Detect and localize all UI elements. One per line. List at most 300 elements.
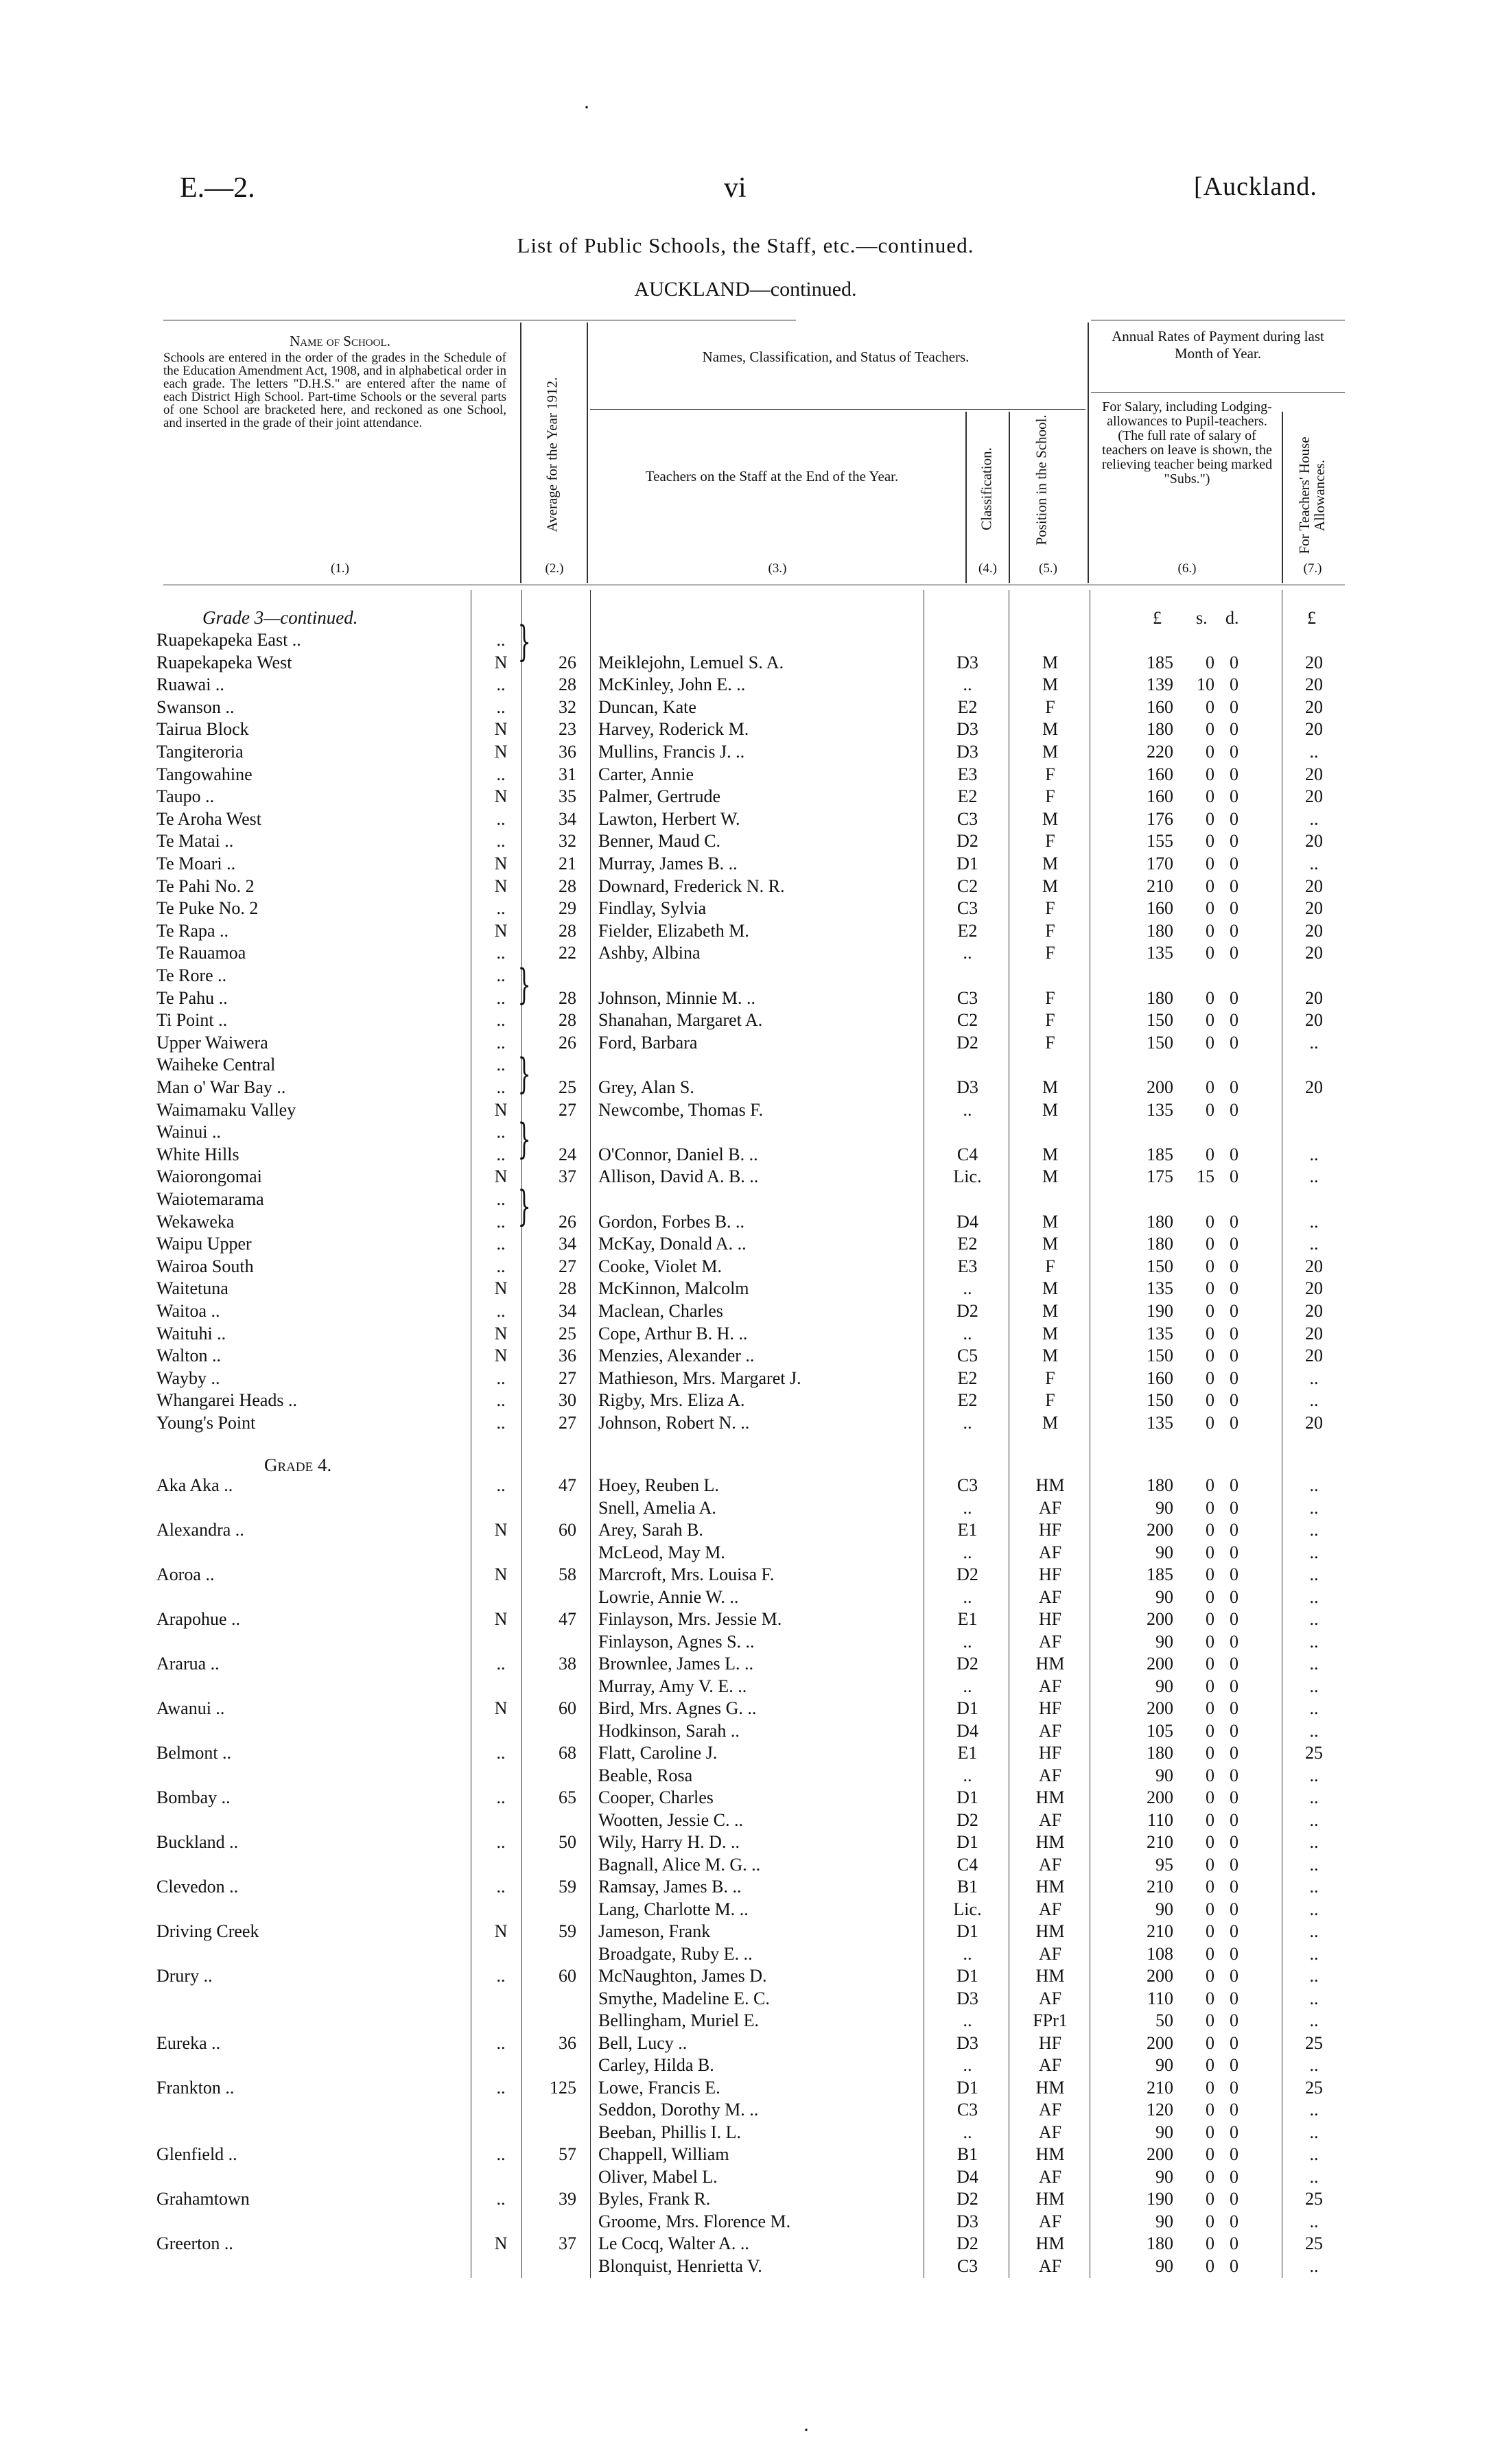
salary-pounds: 185 xyxy=(1147,1564,1173,1584)
page-subtitle: AUCKLAND—continued. xyxy=(634,278,857,301)
teacher-name: McNaughton, James D. xyxy=(598,1966,767,1986)
house-allowance: 20 xyxy=(1305,987,1323,1008)
salary-pounds: 170 xyxy=(1147,854,1173,873)
school-name: Bombay .. xyxy=(156,1787,231,1807)
average-attendance: 68 xyxy=(559,1743,576,1763)
average-attendance: 26 xyxy=(559,1211,576,1232)
salary-pounds: 200 xyxy=(1147,1609,1173,1629)
average-attendance: 27 xyxy=(559,1368,576,1388)
classification: D2 xyxy=(956,2233,978,2253)
school-name: Te Pahu .. xyxy=(156,987,228,1008)
salary-pence: 0 xyxy=(1230,786,1238,807)
dhs-flag: .. xyxy=(496,1189,506,1209)
classification: D1 xyxy=(956,1832,978,1852)
salary-shillings: 0 xyxy=(1206,2144,1214,2164)
classification: C2 xyxy=(956,1010,978,1031)
salary-pounds: 90 xyxy=(1155,2055,1173,2075)
salary-pence: 0 xyxy=(1230,1943,1238,1964)
house-allowance: .. xyxy=(1309,2211,1319,2231)
house-allowance: .. xyxy=(1309,1787,1319,1807)
position: M xyxy=(1042,854,1059,873)
teacher-name: Carter, Annie xyxy=(598,764,694,784)
teacher-name: Finlayson, Agnes S. .. xyxy=(598,1631,755,1652)
salary-pounds: 200 xyxy=(1147,1698,1173,1718)
salary-shillings: 0 xyxy=(1206,1542,1214,1562)
salary-shillings: 0 xyxy=(1206,1413,1214,1433)
house-allowance: .. xyxy=(1309,1497,1319,1518)
col-3-number: (3.) xyxy=(768,561,787,576)
salary-shillings: 0 xyxy=(1206,1077,1214,1097)
school-name: Ararua .. xyxy=(156,1654,220,1674)
salary-pence: 0 xyxy=(1230,1765,1238,1785)
teacher-name: Rigby, Mrs. Eliza A. xyxy=(598,1390,745,1411)
classification: D3 xyxy=(956,2032,978,2053)
teacher-name: Maclean, Charles xyxy=(598,1301,723,1321)
classification: D2 xyxy=(956,831,978,852)
classification: .. xyxy=(963,943,972,963)
teacher-name: Beable, Rosa xyxy=(598,1765,693,1785)
classification: .. xyxy=(963,1542,972,1562)
salary-pounds: 210 xyxy=(1147,2077,1173,2098)
school-name: Wekaweka xyxy=(156,1211,235,1232)
salary-shillings: 0 xyxy=(1206,1899,1214,1919)
dhs-flag: N xyxy=(494,1278,508,1299)
classification: D1 xyxy=(956,1966,978,1986)
average-attendance: 27 xyxy=(559,1413,576,1433)
salary-pence: 0 xyxy=(1230,1676,1238,1696)
teacher-name: Meiklejohn, Lemuel S. A. xyxy=(598,652,784,672)
salary-shillings: 0 xyxy=(1206,1809,1214,1830)
house-allowance: .. xyxy=(1309,1234,1319,1254)
dhs-flag: .. xyxy=(496,1475,506,1495)
teacher-name: Cooke, Violet M. xyxy=(598,1256,722,1276)
classification: D2 xyxy=(956,1032,978,1053)
teacher-name: Murray, Amy V. E. .. xyxy=(598,1676,747,1696)
average-attendance: 28 xyxy=(559,876,576,896)
position: AF xyxy=(1038,1899,1062,1919)
salary-pence: 0 xyxy=(1230,920,1238,941)
salary-pence: 0 xyxy=(1230,719,1238,740)
classification: D4 xyxy=(956,1720,978,1741)
dhs-flag: N xyxy=(494,920,508,941)
classification: D3 xyxy=(956,2211,978,2231)
teacher-name: Bagnall, Alice M. G. .. xyxy=(598,1854,761,1875)
average-attendance: 26 xyxy=(559,652,576,672)
teacher-name: Carley, Hilda B. xyxy=(598,2055,714,2075)
classification: .. xyxy=(963,1586,972,1607)
teacher-name: Groome, Mrs. Florence M. xyxy=(598,2211,791,2231)
average-attendance: 58 xyxy=(559,1564,576,1584)
teacher-name: Mathieson, Mrs. Margaret J. xyxy=(598,1368,801,1388)
salary-pence: 0 xyxy=(1230,898,1238,919)
salary-pounds: 210 xyxy=(1147,876,1173,896)
col-6-number: (6.) xyxy=(1177,561,1197,576)
salary-pounds: 90 xyxy=(1155,1676,1173,1696)
position: M xyxy=(1042,652,1059,672)
salary-pence: 0 xyxy=(1230,1234,1238,1254)
classification: E2 xyxy=(957,1368,978,1388)
dhs-flag: .. xyxy=(496,1256,506,1276)
position: AF xyxy=(1038,1497,1062,1518)
dhs-flag: N xyxy=(494,742,508,762)
average-attendance: 25 xyxy=(559,1323,576,1344)
classification: D2 xyxy=(956,1301,978,1321)
salary-pence: 0 xyxy=(1230,2010,1238,2030)
average-attendance: 60 xyxy=(559,1520,576,1540)
teacher-name: Lawton, Herbert W. xyxy=(598,808,740,829)
classification: B1 xyxy=(956,2144,978,2164)
average-attendance: 39 xyxy=(559,2189,576,2209)
col-1-number: (1.) xyxy=(331,561,349,576)
position: M xyxy=(1042,1346,1059,1366)
salary-pence: 0 xyxy=(1230,1654,1238,1674)
salary-pounds: 108 xyxy=(1147,1943,1173,1964)
dhs-flag: .. xyxy=(496,943,506,963)
position: AF xyxy=(1038,1542,1062,1562)
position: AF xyxy=(1038,1586,1062,1607)
house-allowance: .. xyxy=(1309,1676,1319,1696)
school-name: Te Rapa .. xyxy=(156,920,229,941)
teacher-name: Cope, Arthur B. H. .. xyxy=(598,1323,748,1344)
salary-pounds: 95 xyxy=(1155,1854,1173,1875)
house-allowance: .. xyxy=(1309,2055,1319,2075)
position: F xyxy=(1045,987,1055,1008)
house-allowance: 20 xyxy=(1305,1010,1323,1031)
dhs-flag: .. xyxy=(496,1010,506,1031)
position: HM xyxy=(1035,2233,1065,2253)
salary-shillings: 0 xyxy=(1206,854,1214,873)
classification: E2 xyxy=(957,920,978,941)
salary-pounds: 180 xyxy=(1147,920,1173,941)
salary-pounds: 185 xyxy=(1147,1144,1173,1164)
position: HF xyxy=(1038,1698,1062,1718)
salary-pounds: 120 xyxy=(1147,2100,1173,2120)
salary-shillings: 0 xyxy=(1206,2100,1214,2120)
position: F xyxy=(1045,943,1055,963)
col-teachers-header: Teachers on the Staff at the End of the Year. xyxy=(645,468,899,484)
salary-pounds: 210 xyxy=(1147,1877,1173,1897)
classification: C3 xyxy=(956,2100,978,2120)
position: HM xyxy=(1035,1475,1065,1495)
position: M xyxy=(1042,1301,1059,1321)
position: F xyxy=(1045,831,1055,852)
house-allowance: .. xyxy=(1309,2010,1319,2030)
salary-shillings: 0 xyxy=(1206,831,1214,852)
salary-pounds: 90 xyxy=(1155,2122,1173,2142)
classification: D2 xyxy=(956,2189,978,2209)
house-allowance: .. xyxy=(1309,1475,1319,1495)
teacher-name: Lowe, Francis E. xyxy=(598,2077,720,2098)
house-allowance: .. xyxy=(1309,1564,1319,1584)
salary-pence: 0 xyxy=(1230,2211,1238,2231)
dhs-flag: .. xyxy=(496,2189,506,2209)
average-attendance: 29 xyxy=(559,898,576,919)
position: HM xyxy=(1035,1966,1065,1986)
salary-pounds: 160 xyxy=(1147,696,1173,717)
average-attendance: 36 xyxy=(559,1346,576,1366)
dhs-flag: .. xyxy=(496,1122,506,1142)
classification: D4 xyxy=(956,2166,978,2187)
salary-pence: 0 xyxy=(1230,1564,1238,1584)
school-name: Wairoa South xyxy=(156,1256,254,1276)
teacher-name: Harvey, Roderick M. xyxy=(598,719,749,740)
classification: C2 xyxy=(956,876,978,896)
position: M xyxy=(1042,1323,1059,1344)
salary-shillings: 15 xyxy=(1197,1166,1214,1187)
house-allowance: 20 xyxy=(1305,764,1323,784)
salary-pounds: 90 xyxy=(1155,1631,1173,1652)
average-attendance: 32 xyxy=(559,696,576,717)
school-name: Te Matai .. xyxy=(156,831,234,852)
school-name: Waituhi .. xyxy=(156,1323,226,1344)
classification: E1 xyxy=(957,1609,978,1629)
house-allowance: .. xyxy=(1309,1899,1319,1919)
position: HF xyxy=(1038,1743,1062,1763)
teacher-name: Jameson, Frank xyxy=(598,1921,711,1941)
salary-pounds: 110 xyxy=(1147,1988,1173,2008)
school-name: Te Pahi No. 2 xyxy=(156,876,255,896)
classification: E2 xyxy=(957,696,978,717)
salary-pounds: 90 xyxy=(1155,2166,1173,2187)
dhs-flag: N xyxy=(494,854,508,873)
salary-pence: 0 xyxy=(1230,1323,1238,1344)
school-name: Clevedon .. xyxy=(156,1877,239,1897)
page-title: List of Public Schools, the Staff, etc.—continued. xyxy=(517,233,974,257)
salary-pence: 0 xyxy=(1230,1899,1238,1919)
house-allowance: .. xyxy=(1309,1720,1319,1741)
dhs-flag: N xyxy=(494,1323,508,1344)
classification: .. xyxy=(963,1413,972,1433)
position: HF xyxy=(1038,2032,1062,2053)
house-allowance: .. xyxy=(1309,742,1319,762)
position: M xyxy=(1042,1234,1059,1254)
teacher-name: Menzies, Alexander .. xyxy=(598,1346,755,1366)
salary-shillings: 0 xyxy=(1206,1720,1214,1741)
col-payment-group: Annual Rates of Payment during last Month of Year. xyxy=(1112,328,1324,362)
salary-pence: 0 xyxy=(1230,1211,1238,1232)
school-name: Te Rauamoa xyxy=(156,943,246,963)
col-5-number: (5.) xyxy=(1039,561,1057,576)
bracket-brace: } xyxy=(517,1182,531,1230)
teacher-name: Ashby, Albina xyxy=(598,943,701,963)
salary-shillings: 0 xyxy=(1206,1654,1214,1674)
currency-pound: £ xyxy=(1153,608,1162,628)
teacher-name: Ford, Barbara xyxy=(598,1032,698,1053)
school-name: Waimamaku Valley xyxy=(156,1099,296,1120)
salary-pounds: 160 xyxy=(1147,898,1173,919)
classification: E2 xyxy=(957,1234,978,1254)
house-allowance: .. xyxy=(1309,2100,1319,2120)
teacher-name: Findlay, Sylvia xyxy=(598,898,707,919)
salary-shillings: 0 xyxy=(1206,1323,1214,1344)
salary-shillings: 0 xyxy=(1206,1832,1214,1852)
salary-shillings: 0 xyxy=(1206,2077,1214,2098)
house-allowance: .. xyxy=(1309,1368,1319,1388)
teacher-name: McKinnon, Malcolm xyxy=(598,1278,749,1299)
teacher-name: Bird, Mrs. Agnes G. .. xyxy=(598,1698,757,1718)
position: M xyxy=(1042,674,1059,695)
dhs-flag: N xyxy=(494,1166,508,1187)
teacher-name: McKay, Donald A. .. xyxy=(598,1234,747,1254)
average-attendance: 34 xyxy=(559,1234,576,1254)
salary-pounds: 90 xyxy=(1155,1497,1173,1518)
salary-pounds: 150 xyxy=(1147,1390,1173,1411)
salary-pence: 0 xyxy=(1230,1988,1238,2008)
salary-pounds: 160 xyxy=(1147,1368,1173,1388)
col-name-title: Name of School. xyxy=(290,333,390,349)
position: HM xyxy=(1035,2189,1065,2209)
salary-pence: 0 xyxy=(1230,1278,1238,1299)
teacher-name: Le Cocq, Walter A. .. xyxy=(598,2233,749,2253)
currency-pence: d. xyxy=(1225,608,1239,628)
salary-shillings: 0 xyxy=(1206,1631,1214,1652)
school-name: Young's Point xyxy=(156,1413,256,1433)
bracket-brace: } xyxy=(517,1050,531,1098)
classification: C3 xyxy=(956,2255,978,2276)
salary-shillings: 0 xyxy=(1206,2055,1214,2075)
position: F xyxy=(1045,1032,1055,1053)
salary-shillings: 0 xyxy=(1206,920,1214,941)
salary-pence: 0 xyxy=(1230,2255,1238,2276)
position: HM xyxy=(1035,1877,1065,1897)
position: F xyxy=(1045,920,1055,941)
dhs-flag: N xyxy=(494,2233,508,2253)
school-name: Grahamtown xyxy=(156,2189,250,2209)
salary-shillings: 0 xyxy=(1206,987,1214,1008)
house-allowance: 25 xyxy=(1305,2189,1323,2209)
average-attendance: 60 xyxy=(559,1966,576,1986)
classification: C4 xyxy=(956,1144,978,1164)
salary-shillings: 0 xyxy=(1206,1787,1214,1807)
col-salary-header: For Salary, including Lodging-allowances to Pupil-teachers. (The full rate of salary of teachers on leave is shown, the relieving teacher being marked "Subs.") xyxy=(1101,399,1273,486)
position: HM xyxy=(1035,1832,1065,1852)
average-attendance: 37 xyxy=(559,2233,576,2253)
teacher-name: Gordon, Forbes B. .. xyxy=(598,1211,745,1232)
dhs-flag: .. xyxy=(496,764,506,784)
position: M xyxy=(1042,719,1059,740)
teacher-name: Brownlee, James L. .. xyxy=(598,1654,754,1674)
school-name: Belmont .. xyxy=(156,1743,232,1763)
classification: B1 xyxy=(956,1877,978,1897)
average-attendance: 47 xyxy=(559,1609,576,1629)
position: M xyxy=(1042,876,1059,896)
school-name: Aoroa .. xyxy=(156,1564,215,1584)
school-name: Ruapekapeka East .. xyxy=(156,630,301,650)
position: F xyxy=(1045,696,1055,717)
salary-shillings: 0 xyxy=(1206,1390,1214,1411)
average-attendance: 32 xyxy=(559,831,576,852)
salary-pounds: 135 xyxy=(1147,1323,1173,1344)
col-classification-header: Classification. xyxy=(978,447,995,530)
salary-pounds: 176 xyxy=(1147,808,1173,829)
salary-pence: 0 xyxy=(1230,2055,1238,2075)
position: HM xyxy=(1035,2077,1065,2098)
salary-pounds: 150 xyxy=(1147,1256,1173,1276)
salary-shillings: 0 xyxy=(1206,1854,1214,1875)
house-allowance: 20 xyxy=(1305,1323,1323,1344)
position: F xyxy=(1045,1010,1055,1031)
salary-pence: 0 xyxy=(1230,1854,1238,1875)
teacher-name: Bell, Lucy .. xyxy=(598,2032,688,2053)
salary-pounds: 90 xyxy=(1155,2211,1173,2231)
house-allowance: 20 xyxy=(1305,696,1323,717)
house-allowance: .. xyxy=(1309,1832,1319,1852)
school-name: Wainui .. xyxy=(156,1122,221,1142)
teacher-name: McKinley, John E. .. xyxy=(598,674,746,695)
house-allowance: .. xyxy=(1309,1032,1319,1053)
salary-pence: 0 xyxy=(1230,1032,1238,1053)
salary-pounds: 200 xyxy=(1147,1077,1173,1097)
house-allowance: .. xyxy=(1309,1654,1319,1674)
teacher-name: Fielder, Elizabeth M. xyxy=(598,920,749,941)
classification: E1 xyxy=(957,1743,978,1763)
col-teachers-group: Names, Classification, and Status of Teachers. xyxy=(702,349,970,365)
salary-shillings: 0 xyxy=(1206,2122,1214,2142)
teacher-name: Seddon, Dorothy M. .. xyxy=(598,2100,759,2120)
average-attendance: 28 xyxy=(559,1010,576,1031)
house-allowance: 20 xyxy=(1305,652,1323,672)
classification: .. xyxy=(963,1497,972,1518)
dhs-flag: .. xyxy=(496,1743,506,1763)
salary-pounds: 135 xyxy=(1147,1278,1173,1299)
average-attendance: 28 xyxy=(559,1278,576,1299)
position: AF xyxy=(1038,1765,1062,1785)
position: AF xyxy=(1038,1631,1062,1652)
average-attendance: 57 xyxy=(559,2144,576,2164)
salary-pence: 0 xyxy=(1230,1077,1238,1097)
school-name: Waiorongomai xyxy=(156,1166,262,1187)
classification: D4 xyxy=(956,1211,978,1232)
salary-shillings: 0 xyxy=(1206,1099,1214,1120)
col-average-header: Average for the Year 1912. xyxy=(543,377,561,532)
position: AF xyxy=(1038,1720,1062,1741)
salary-shillings: 0 xyxy=(1206,1475,1214,1495)
dhs-flag: .. xyxy=(496,1390,506,1411)
teacher-name: Bellingham, Muriel E. xyxy=(598,2010,759,2030)
salary-pence: 0 xyxy=(1230,1720,1238,1741)
teacher-name: Duncan, Kate xyxy=(598,696,696,717)
dhs-flag: .. xyxy=(496,1055,506,1075)
salary-shillings: 0 xyxy=(1206,719,1214,740)
classification: .. xyxy=(963,2122,972,2142)
dhs-flag: .. xyxy=(496,696,506,717)
house-allowance: 20 xyxy=(1305,943,1323,963)
salary-pence: 0 xyxy=(1230,943,1238,963)
house-allowance: 20 xyxy=(1305,1256,1323,1276)
house-allowance: .. xyxy=(1309,1542,1319,1562)
col-4-number: (4.) xyxy=(978,561,997,576)
salary-shillings: 0 xyxy=(1206,1966,1214,1986)
salary-pounds: 150 xyxy=(1147,1346,1173,1366)
salary-pounds: 200 xyxy=(1147,1966,1173,1986)
salary-shillings: 0 xyxy=(1206,1564,1214,1584)
dhs-flag: .. xyxy=(496,1368,506,1388)
school-name: Te Moari .. xyxy=(156,854,236,873)
dhs-flag: N xyxy=(494,1520,508,1540)
average-attendance: 60 xyxy=(559,1698,576,1718)
salary-shillings: 0 xyxy=(1206,2233,1214,2253)
grade-3-label: Grade 3—continued. xyxy=(202,607,358,628)
salary-pence: 0 xyxy=(1230,1542,1238,1562)
average-attendance: 37 xyxy=(559,1166,576,1187)
position: AF xyxy=(1038,2255,1062,2276)
position: HF xyxy=(1038,1520,1062,1540)
position: F xyxy=(1045,1368,1055,1388)
salary-pounds: 200 xyxy=(1147,1520,1173,1540)
salary-pence: 0 xyxy=(1230,1475,1238,1495)
classification: C3 xyxy=(956,1475,978,1495)
salary-shillings: 0 xyxy=(1206,652,1214,672)
